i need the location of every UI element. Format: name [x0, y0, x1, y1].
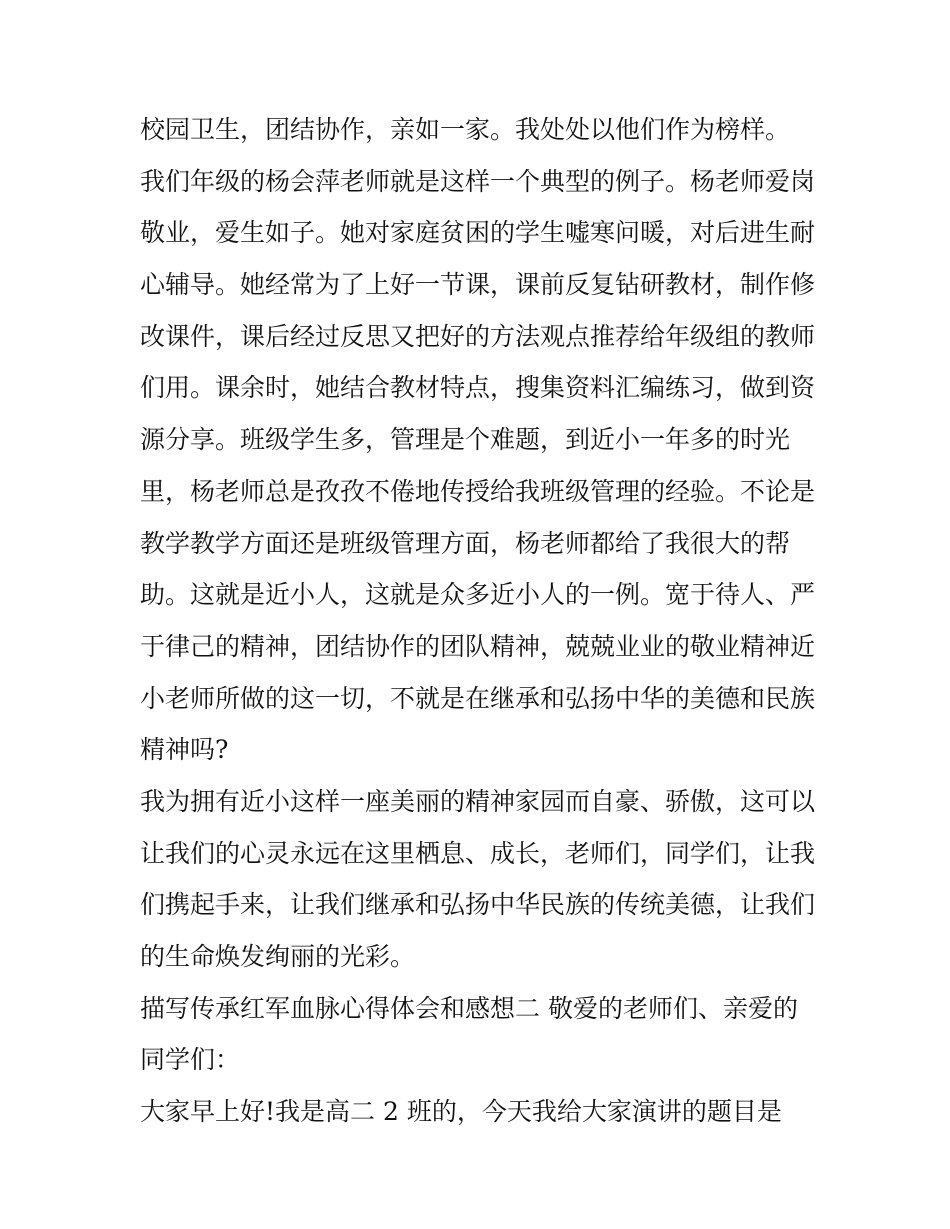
text-line: 我为拥有近小这样一座美丽的精神家园而自豪、骄傲，这可以: [140, 786, 816, 816]
text-line: 里，杨老师总是孜孜不倦地传授给我班级管理的经验。不论是: [140, 476, 816, 506]
text-line: 的生命焕发绚丽的光彩。: [140, 942, 416, 971]
text-line: 们携起手来，让我们继承和弘扬中华民族的传统美德，让我们: [140, 890, 816, 920]
text-line: 于律己的精神，团结协作的团队精神，兢兢业业的敬业精神近: [140, 631, 816, 661]
text-line: 大家早上好!我是高二 2 班的，今天我给大家演讲的题目是: [140, 1097, 782, 1127]
document-body: [140, 104, 820, 1138]
text-line: 校园卫生，团结协作，亲如一家。我处处以他们作为榜样。: [140, 115, 791, 144]
text-line: 精神吗?: [140, 735, 229, 765]
text-line: 助。这就是近小人，这就是众多近小人的一例。宽于待人、严: [140, 580, 816, 610]
text-line: 同学们：: [140, 1045, 241, 1075]
text-line: 让我们的心灵永远在这里栖息、成长，老师们，同学们，让我: [140, 838, 816, 868]
text-line: 心辅导。她经常为了上好一节课，课前反复钻研教材，制作修: [140, 270, 816, 300]
text-line: 们用。课余时，她结合教材特点，搜集资料汇编练习，做到资: [140, 373, 816, 403]
text-line: 我们年级的杨会萍老师就是这样一个典型的例子。杨老师爱岗: [140, 166, 816, 196]
text-line: 小老师所做的这一切，不就是在继承和弘扬中华的美德和民族: [140, 683, 816, 713]
text-line: 敬业，爱生如子。她对家庭贫困的学生嘘寒问暖，对后进生耐: [140, 218, 816, 248]
text-line: 描写传承红军血脉心得体会和感想二 敬爱的老师们、亲爱的: [140, 993, 798, 1023]
text-line: 源分享。班级学生多，管理是个难题，到近小一年多的时光: [140, 425, 791, 455]
text-line: 教学教学方面还是班级管理方面，杨老师都给了我很大的帮: [140, 528, 791, 558]
text-line: 改课件，课后经过反思又把好的方法观点推荐给年级组的教师: [140, 321, 816, 351]
